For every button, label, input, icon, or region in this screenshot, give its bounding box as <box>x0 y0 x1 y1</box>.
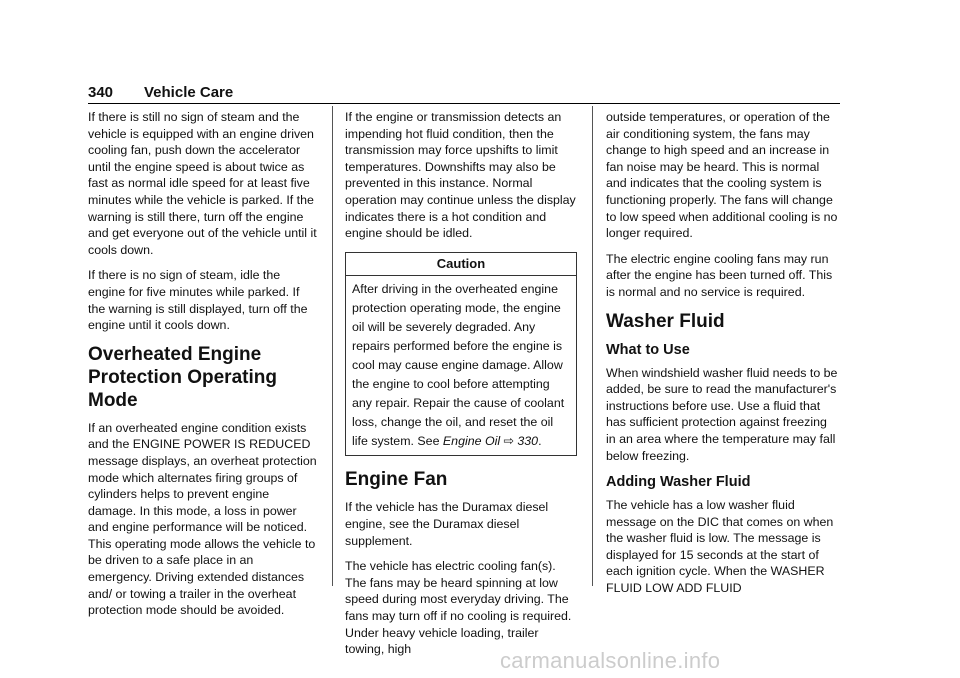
paragraph: If the engine or transmission detects an impending hot fluid condition, then the transmission may force upshifts to limit temperatures. Downshifts may also be prevented in this instance. Normal operation may continue unless the display indicates there is a hot condition and engine should be idled. <box>345 110 576 241</box>
section-heading: Engine Fan <box>345 469 448 491</box>
paragraph: If an overheated engine condition exists and the ENGINE POWER IS REDUCED message displays, an overheat protection mode which alternates firing groups of cylinders helps to prevent engine damage. In this mode, a loss in power and engine performance will be noticed. This operating mode allows the vehicle to be driven to a safe place in an emergency. Driving extended distances and/ or towing a trailer in the overheat protection mode should be avoided. <box>88 420 317 618</box>
watermark: carmanualsonline.info <box>500 648 721 673</box>
section-heading: Overheated Engine Protection Operating Mode <box>88 343 277 411</box>
column-1 <box>88 109 320 628</box>
paragraph: When windshield washer fluid needs to be added, be sure to read the manufacturer's instructions before use. Use a fluid that has sufficient protection against freezing in an area where the temperature may fall below freezing. <box>606 365 838 463</box>
cross-reference-link[interactable]: Engine Oil ⇨ 330 <box>442 434 539 449</box>
section-title: Vehicle Care <box>144 84 234 101</box>
section-heading: Washer Fluid <box>606 310 725 332</box>
column-2 <box>345 109 577 667</box>
caution-body: After driving in the overheated engine protection operating mode, the engine oil will be severely degraded. Any repairs performed before the engine is cool may cause engine damage. Allow the engine to cool before attempting any repair. Repair the cause of coolant loss, change the oil, and reset the oil life system. See Engine Oil ⇨ 330. <box>352 282 565 449</box>
header-rule <box>88 103 840 104</box>
page-header <box>88 84 840 104</box>
caution-box <box>345 252 577 457</box>
column-divider <box>332 106 333 586</box>
caution-title: Caution <box>346 253 576 277</box>
arrow-icon: ⇨ <box>503 434 514 449</box>
paragraph: If there is no sign of steam, idle the engine for five minutes while parked. If the warning is still displayed, turn off the engine until it cools down. <box>88 268 308 333</box>
paragraph: If the vehicle has the Duramax diesel engine, see the Duramax diesel supplement. <box>345 500 549 548</box>
column-3 <box>606 109 838 606</box>
paragraph: If there is still no sign of steam and the vehicle is equipped with an engine driven cooling fan, push down the accelerator until the engine speed is about twice as fast as normal idle speed for at least five minutes while the vehicle is parked. If the warning is still there, turn off the engine and get everyone out of the vehicle until it cools down. <box>88 110 317 257</box>
caution-text: After driving in the overheated engine protection operating mode, the engine oil will be severely degraded. Any repairs performed before the engine is cool may cause engine damage. Allow the engine to cool before attempting any repair. Repair the cause of coolant loss, change the oil, and reset the oil life system. See <box>352 282 565 449</box>
subsection-heading: What to Use <box>606 341 690 358</box>
paragraph: The electric engine cooling fans may run after the engine has been turned off. This is normal and no service is required. <box>606 251 833 299</box>
subsection-heading: Adding Washer Fluid <box>606 474 751 491</box>
paragraph: The vehicle has a low washer fluid message on the DIC that comes on when the washer fluid is low. The message is displayed for 15 seconds at the start of each ignition cycle. When the WASHER FLUID LOW ADD FLUID <box>606 498 834 596</box>
paragraph: The vehicle has electric cooling fan(s). The fans may be heard spinning at low speed during most everyday driving. The fans may turn off if no cooling is required. Under heavy vehicle loading, trailer towing, high <box>345 559 572 657</box>
page-number: 340 <box>88 84 114 101</box>
column-divider <box>592 106 593 586</box>
paragraph: outside temperatures, or operation of the air conditioning system, the fans may change to high speed and an increase in fan noise may be heard. This is normal and indicates that the cooling system is functioning properly. The fans will change to low speed when additional cooling is no longer required. <box>606 110 838 241</box>
